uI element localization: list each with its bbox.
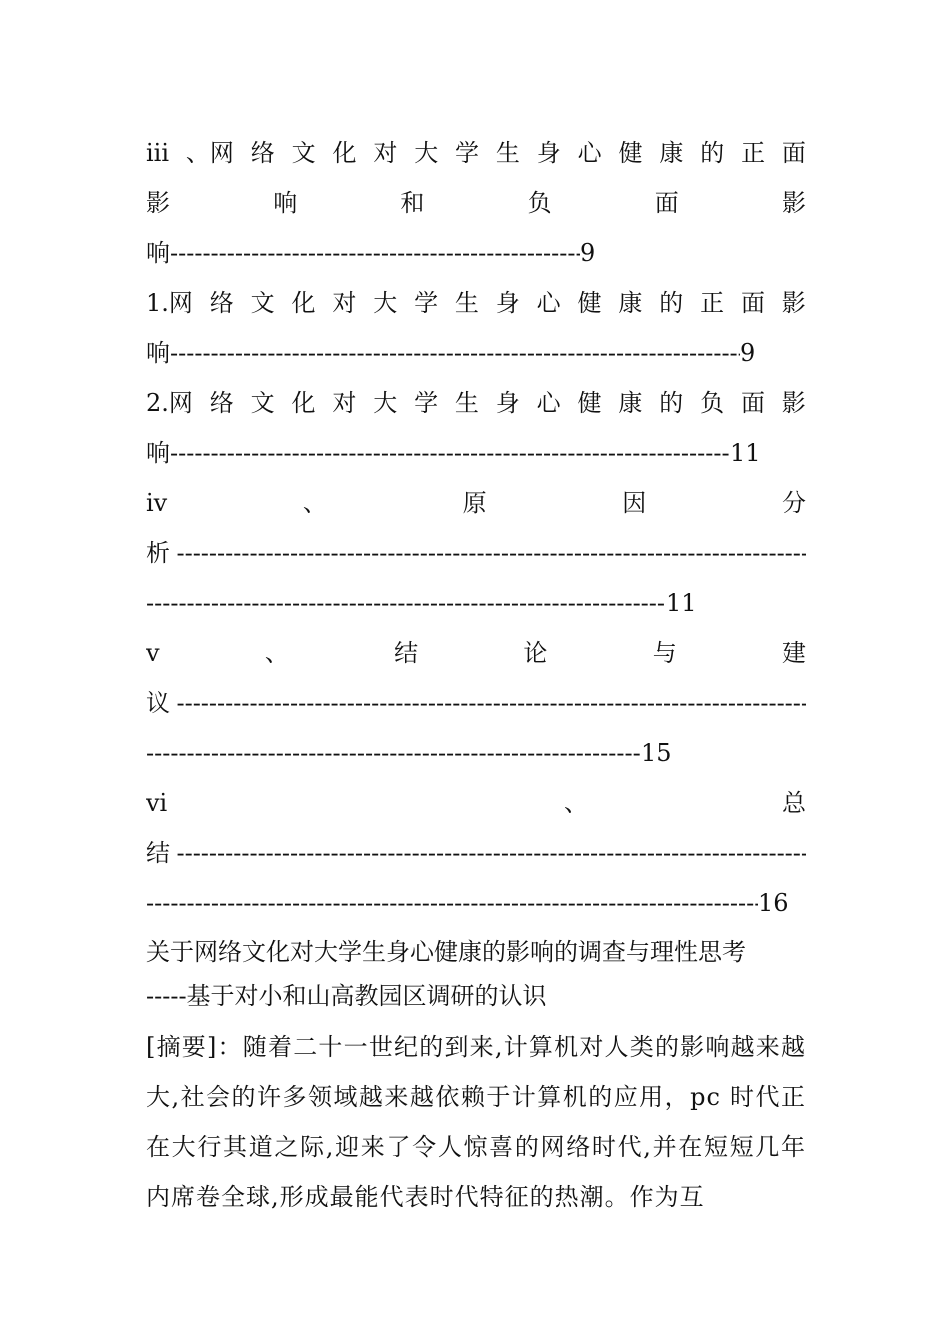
toc-page-number: 16 bbox=[758, 889, 789, 917]
toc-token: 和 bbox=[400, 189, 425, 217]
toc-token: 论 bbox=[523, 639, 548, 667]
toc-leader-dashes bbox=[170, 228, 580, 278]
toc-leader-dashes bbox=[170, 328, 740, 378]
toc-token: 、 bbox=[264, 639, 289, 667]
toc-token: 响 bbox=[273, 189, 298, 217]
toc-token: 健 bbox=[577, 289, 602, 317]
toc-token: 学 bbox=[414, 389, 439, 417]
toc-token: 身 bbox=[495, 289, 520, 317]
toc-token: 康 bbox=[618, 289, 643, 317]
toc-token: v bbox=[146, 639, 160, 667]
toc-leader-dashes bbox=[146, 878, 758, 928]
toc-label: 析 bbox=[146, 539, 170, 567]
toc-token: 、 bbox=[564, 789, 588, 817]
toc-token: iv bbox=[146, 489, 168, 517]
toc-token: 大 bbox=[373, 289, 398, 317]
toc-leader-dashes bbox=[176, 828, 806, 878]
toc-token: 的 bbox=[659, 389, 684, 417]
toc-token: 心 bbox=[536, 289, 561, 317]
toc-entry-iv-line1 bbox=[146, 478, 806, 528]
toc-token: 的 bbox=[700, 139, 725, 167]
toc-entry-1-line2 bbox=[146, 328, 806, 378]
toc-token: 对 bbox=[373, 139, 398, 167]
toc-token: 康 bbox=[659, 139, 684, 167]
toc-token: 建 bbox=[781, 639, 806, 667]
toc-token: 学 bbox=[414, 289, 439, 317]
toc-token: 面 bbox=[781, 139, 806, 167]
toc-token: 影 bbox=[781, 289, 806, 317]
toc-token: iii bbox=[146, 139, 170, 167]
toc-token: 1.网 bbox=[146, 289, 193, 317]
toc-leader-dashes bbox=[146, 728, 641, 778]
toc-leader-dashes bbox=[146, 578, 666, 628]
toc-token: 影 bbox=[146, 189, 170, 217]
toc-token: 影 bbox=[781, 189, 806, 217]
toc-token: 面 bbox=[740, 389, 765, 417]
toc-token: 心 bbox=[536, 389, 561, 417]
toc-page-number: 15 bbox=[641, 739, 672, 767]
toc-entry-vi-line3 bbox=[146, 878, 806, 928]
toc-entry-1-line1 bbox=[146, 278, 806, 328]
toc-page-number: 9 bbox=[740, 339, 756, 367]
toc-token: 影 bbox=[781, 389, 806, 417]
toc-page-number: 9 bbox=[580, 239, 596, 267]
toc-token: 络 bbox=[209, 389, 234, 417]
toc-token: 大 bbox=[373, 389, 398, 417]
toc-token: 身 bbox=[536, 139, 561, 167]
toc-token: 化 bbox=[291, 289, 316, 317]
toc-entry-v-line2 bbox=[146, 678, 806, 728]
toc-token: 康 bbox=[618, 389, 643, 417]
toc-token: 生 bbox=[454, 289, 479, 317]
toc-token: 健 bbox=[618, 139, 643, 167]
toc-token: 、 bbox=[302, 489, 327, 517]
toc-token: 文 bbox=[291, 139, 316, 167]
article-subtitle: -----基于对小和山高教园区调研的认识 bbox=[146, 982, 547, 1010]
toc-token: 学 bbox=[455, 139, 480, 167]
toc-token: 生 bbox=[454, 389, 479, 417]
toc-token: 化 bbox=[332, 139, 357, 167]
article-title: 关于网络文化对大学生身心健康的影响的调查与理性思考 bbox=[146, 938, 746, 966]
toc-entry-vi-line2 bbox=[146, 828, 806, 878]
toc-page-number: 11 bbox=[730, 439, 761, 467]
toc-entry-v-line3 bbox=[146, 728, 806, 778]
toc-token: 因 bbox=[622, 489, 647, 517]
toc-token: 与 bbox=[652, 639, 677, 667]
toc-token: 对 bbox=[332, 389, 357, 417]
toc-token: vi bbox=[146, 789, 168, 817]
toc-entry-iii-line3 bbox=[146, 228, 806, 278]
toc-token: 正 bbox=[741, 139, 766, 167]
toc-token: 正 bbox=[700, 289, 725, 317]
toc-entry-iv-line3 bbox=[146, 578, 806, 628]
toc-token: 大 bbox=[414, 139, 439, 167]
toc-token: 、网 bbox=[185, 139, 234, 167]
toc-token: 化 bbox=[291, 389, 316, 417]
toc-token: 2.网 bbox=[146, 389, 193, 417]
toc-token: 的 bbox=[659, 289, 684, 317]
toc-entry-iii-line2 bbox=[146, 178, 806, 228]
toc-token: 络 bbox=[250, 139, 275, 167]
toc-entry-2-line2 bbox=[146, 428, 806, 478]
toc-leader-dashes bbox=[176, 528, 806, 578]
toc-token: 生 bbox=[495, 139, 520, 167]
toc-token: 文 bbox=[250, 389, 275, 417]
toc-token: 健 bbox=[577, 389, 602, 417]
toc-label: 响 bbox=[146, 439, 170, 467]
toc-token: 结 bbox=[394, 639, 419, 667]
document-page bbox=[146, 128, 806, 1222]
toc-token: 面 bbox=[654, 189, 679, 217]
toc-page-number: 11 bbox=[666, 589, 697, 617]
toc-entry-iv-line2 bbox=[146, 528, 806, 578]
toc-entry-iii-line1 bbox=[146, 128, 806, 178]
toc-token: 对 bbox=[332, 289, 357, 317]
toc-token: 身 bbox=[495, 389, 520, 417]
toc-token: 负 bbox=[527, 189, 552, 217]
toc-label: 响 bbox=[146, 339, 170, 367]
toc-leader-dashes bbox=[170, 428, 730, 478]
toc-token: 文 bbox=[250, 289, 275, 317]
toc-token: 总 bbox=[782, 789, 806, 817]
toc-leader-dashes bbox=[176, 678, 806, 728]
toc-entry-2-line1 bbox=[146, 378, 806, 428]
toc-token: 分 bbox=[781, 489, 806, 517]
toc-token: 原 bbox=[462, 489, 487, 517]
toc-token: 心 bbox=[577, 139, 602, 167]
toc-token: 负 bbox=[700, 389, 725, 417]
toc-label: 结 bbox=[146, 839, 170, 867]
toc-label: 响 bbox=[146, 239, 170, 267]
toc-label: 议 bbox=[146, 689, 170, 717]
toc-token: 面 bbox=[740, 289, 765, 317]
abstract-paragraph: [摘要]：随着二十一世纪的到来,计算机对人类的影响越来越大,社会的许多领域越来越依赖于计算机的应用，pc 时代正在大行其道之际,迎来了令人惊喜的网络时代,并在短短几年内席卷全球,形成最能代表时代特征的热潮。作为互 bbox=[146, 1033, 806, 1211]
toc-entry-v-line1 bbox=[146, 628, 806, 678]
toc-token: 络 bbox=[209, 289, 234, 317]
toc-entry-vi-line1 bbox=[146, 778, 806, 828]
